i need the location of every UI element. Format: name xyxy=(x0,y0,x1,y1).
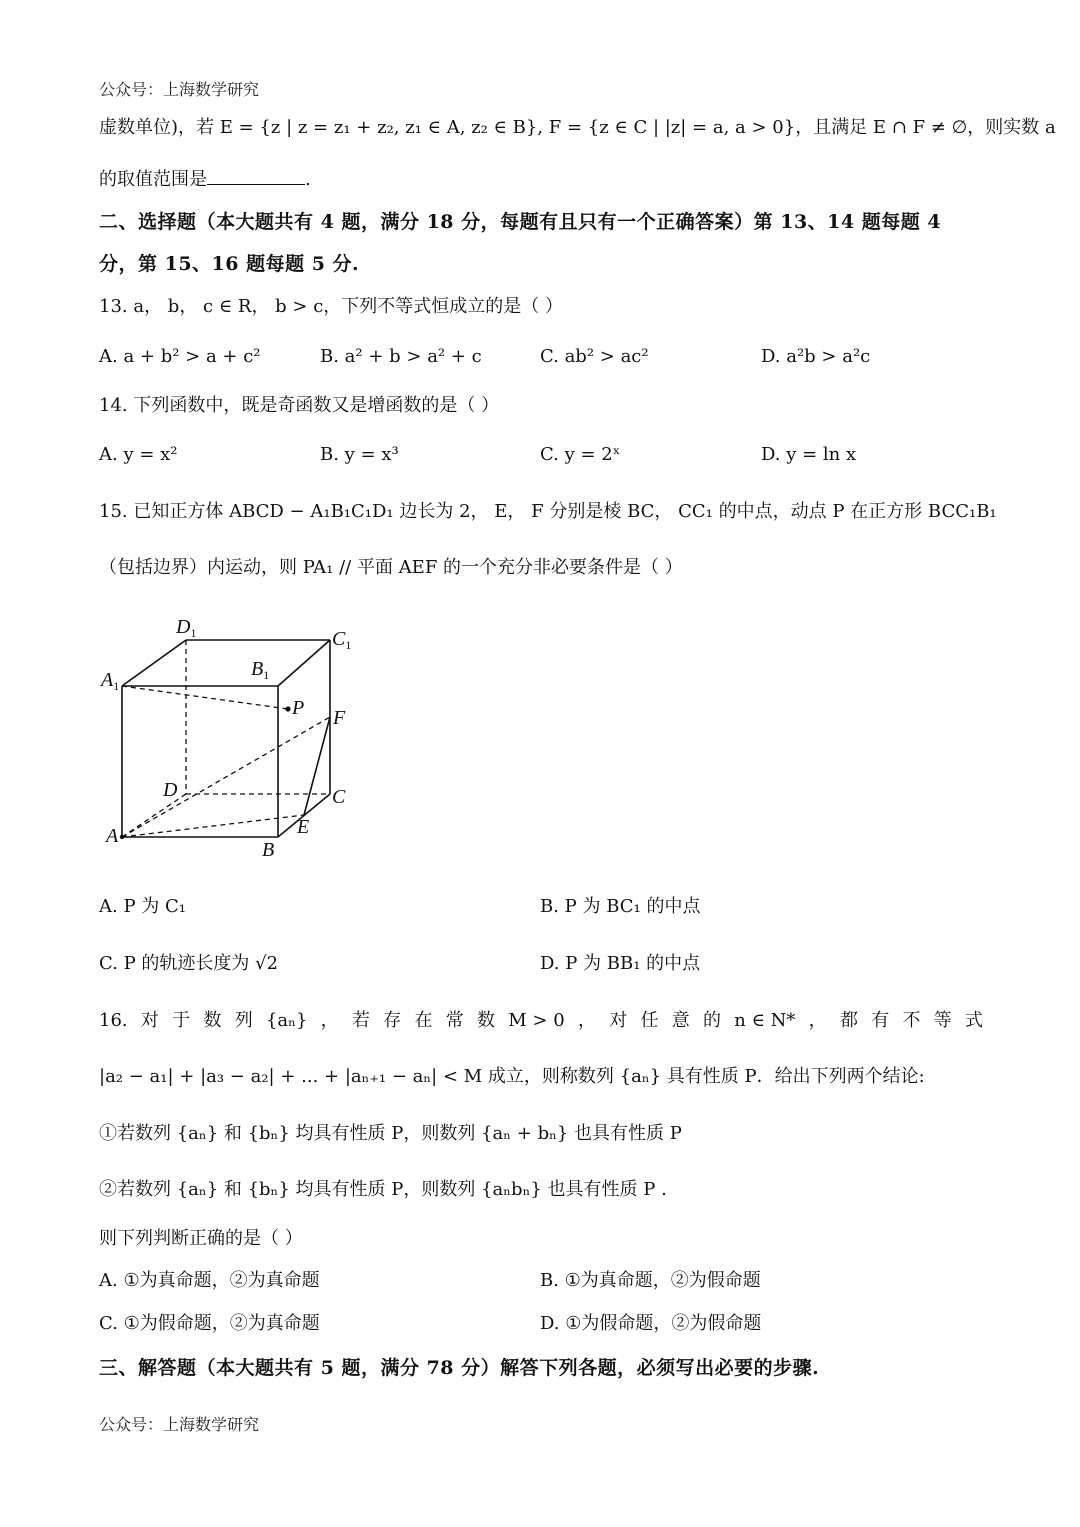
q14-option-a: A. y = x² xyxy=(99,444,178,465)
label-p: P xyxy=(292,697,305,719)
hidden-segment-ae xyxy=(122,815,304,837)
q16-w5: {aₙ} xyxy=(265,1010,308,1031)
q13-option-b: B. a² + b > a² + c xyxy=(320,346,482,367)
q16-w2: 于 xyxy=(172,1010,191,1031)
q16-w16: 意 xyxy=(671,1010,690,1031)
q15-line2: （包括边界）内运动，则 PA₁ // 平面 AEF 的一个充分非必要条件是（ ） xyxy=(99,557,683,578)
q16-w1: 对 xyxy=(140,1010,159,1031)
page-header: 公众号：上海数学研究 xyxy=(99,80,260,99)
q16-line2: |a₂ − a₁| + |a₃ − a₂| + ... + |aₙ₊₁ − aₙ| < M 成立，则称数列 {aₙ} 具有性质 P．给出下列两个结论: xyxy=(99,1066,925,1087)
q16-w21: 有 xyxy=(871,1010,890,1031)
page-footer: 公众号：上海数学研究 xyxy=(99,1415,260,1434)
label-d: D xyxy=(163,779,178,801)
label-c1: $C_1$ xyxy=(332,628,352,652)
label-a1: $A_1$ xyxy=(101,669,120,693)
q16-line5: 则下列判断正确的是（ ） xyxy=(99,1228,303,1249)
q16-w4: 列 xyxy=(234,1010,253,1031)
q15-option-d: D. P 为 BB₁ 的中点 xyxy=(540,953,701,974)
q12-line2 xyxy=(99,166,311,193)
q16-w11: 数 xyxy=(477,1010,495,1031)
q16-w14: 对 xyxy=(609,1010,628,1031)
q13-option-d: D. a²b > a²c xyxy=(761,346,871,367)
q15-option-a: A. P 为 C₁ xyxy=(99,896,186,917)
q16-option-b: B. ①为真命题，②为假命题 xyxy=(540,1270,761,1291)
q16-w20: 都 xyxy=(839,1010,858,1031)
label-b: B xyxy=(262,839,275,861)
q16-w3: 数 xyxy=(203,1010,222,1031)
q16-line3: ①若数列 {aₙ} 和 {bₙ} 均具有性质 P，则数列 {aₙ + bₙ} 也具有性质 P xyxy=(99,1123,682,1144)
label-e: E xyxy=(297,816,310,838)
q16-w15: 任 xyxy=(640,1010,659,1031)
point-p xyxy=(285,706,290,711)
q16-option-d: D. ①为假命题，②为假命题 xyxy=(540,1313,762,1334)
q16-w9: 在 xyxy=(414,1010,433,1031)
q16-line1 xyxy=(99,1008,983,1034)
label-f: F xyxy=(333,707,346,729)
q16-w18: n ∈ N* xyxy=(734,1010,796,1031)
q12-line2-text: 的取值范围是 xyxy=(99,169,207,190)
q16-w10: 常 xyxy=(445,1010,464,1031)
section3-heading: 三、解答题（本大题共有 5 题，满分 78 分）解答下列各题，必须写出必要的步骤. xyxy=(99,1357,820,1379)
point-a xyxy=(120,835,124,839)
q15-line1: 15. 已知正方体 ABCD − A₁B₁C₁D₁ 边长为 2， E， F 分别是棱 BC， CC₁ 的中点，动点 P 在正方形 BCC₁B₁ xyxy=(99,501,997,522)
q16-w6: ， xyxy=(320,1010,339,1031)
edge-b1c1 xyxy=(278,640,330,686)
q13-option-c: C. ab² > ac² xyxy=(540,346,649,367)
label-c: C xyxy=(332,786,346,808)
label-d1: $D_1$ xyxy=(176,616,197,640)
hidden-segment-a1p xyxy=(122,686,288,709)
q16-w17: 的 xyxy=(703,1010,722,1031)
q16-option-a: A. ①为真命题，②为真命题 xyxy=(99,1270,320,1291)
label-a: A xyxy=(106,825,119,847)
q16-w12: M > 0 xyxy=(508,1010,565,1031)
q16-w7: 若 xyxy=(351,1010,370,1031)
q14-stem: 14. 下列函数中，既是奇函数又是增函数的是（ ） xyxy=(99,395,500,416)
q16-line4: ②若数列 {aₙ} 和 {bₙ} 均具有性质 P，则数列 {aₙbₙ} 也具有性质 P . xyxy=(99,1179,667,1200)
q16-w0: 16. xyxy=(99,1010,128,1031)
q16-w23: 等 xyxy=(933,1010,952,1031)
q16-w24: 式 xyxy=(965,1010,983,1031)
section2-heading-line2: 分，第 15、16 题每题 5 分. xyxy=(99,253,360,275)
q12-line1: 虚数单位)，若 E = {z | z = z₁ + z₂, z₁ ∈ A, z₂ ∈ B}, F = {z ∈ C | |z| = a, a > 0}，且满足 E ∩ F ≠ ∅，则实数 a xyxy=(99,117,1056,138)
q16-w13: ， xyxy=(577,1010,596,1031)
q16-w8: 存 xyxy=(383,1010,402,1031)
segment-ef xyxy=(304,717,330,815)
q16-option-c: C. ①为假命题，②为真命题 xyxy=(99,1313,320,1334)
q15-option-b: B. P 为 BC₁ 的中点 xyxy=(540,896,701,917)
edge-a1d1 xyxy=(122,640,186,686)
section2-heading-line1: 二、选择题（本大题共有 4 题，满分 18 分，每题有且只有一个正确答案）第 13、14 题每题 4 xyxy=(99,211,942,233)
q12-line2-end: . xyxy=(305,169,311,190)
q16-w22: 不 xyxy=(902,1010,921,1031)
label-b1: $B_1$ xyxy=(251,658,270,682)
cube-figure xyxy=(100,612,370,862)
answer-blank xyxy=(207,166,305,185)
q13-stem: 13. a， b， c ∈ R， b > c，下列不等式恒成立的是（ ） xyxy=(99,296,564,317)
q14-option-b: B. y = x³ xyxy=(320,444,399,465)
q14-option-c: C. y = 2ˣ xyxy=(540,444,621,465)
q15-option-c: C. P 的轨迹长度为 √2 xyxy=(99,953,279,974)
q16-w19: ， xyxy=(808,1010,827,1031)
q13-option-a: A. a + b² > a + c² xyxy=(99,346,261,367)
q14-option-d: D. y = ln x xyxy=(761,444,857,465)
